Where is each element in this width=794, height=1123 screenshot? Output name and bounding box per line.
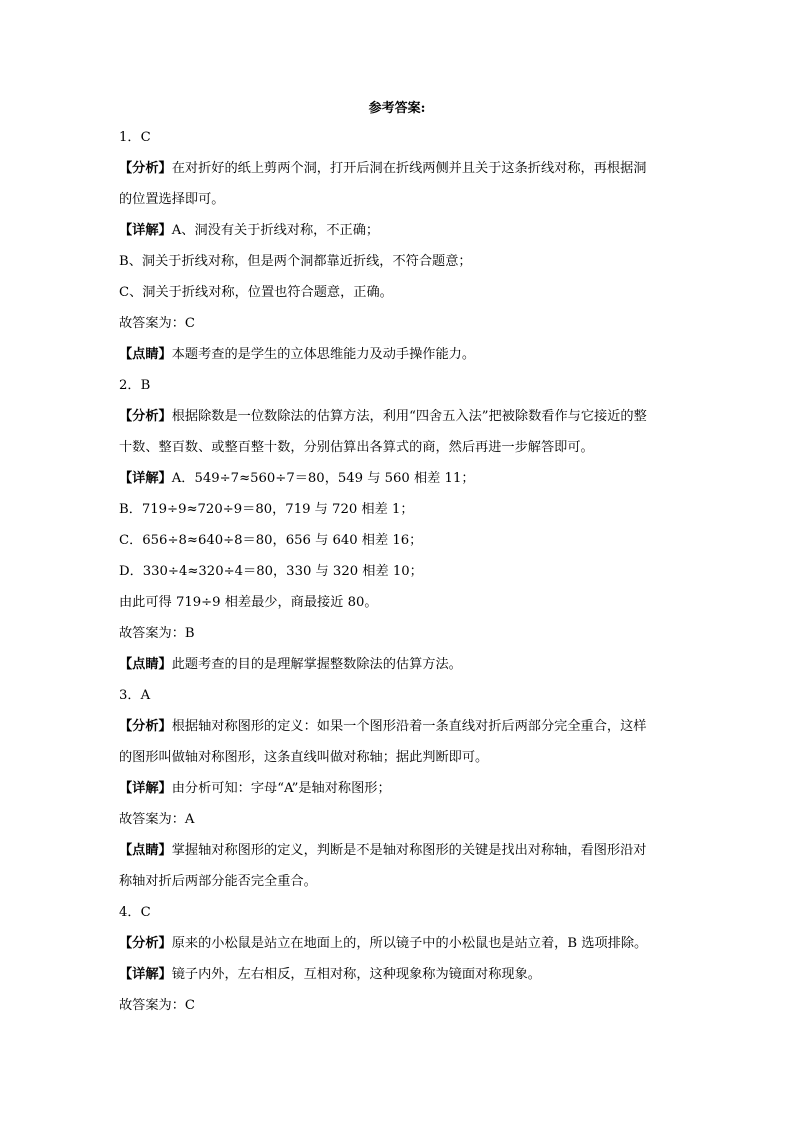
line-text: 此题考查的目的是理解掌握整数除法的估算方法。 bbox=[171, 657, 462, 672]
line-text: 故答案为：B bbox=[119, 626, 195, 641]
text-line bbox=[119, 587, 679, 618]
line-text: 十数、整百数、或整百整十数，分别估算出各算式的商，然后再进一步解答即可。 bbox=[119, 440, 594, 455]
text-line bbox=[119, 122, 679, 153]
line-text: 由分析可知：字母“A”是轴对称图形； bbox=[171, 781, 391, 796]
section-tag: 【分析】 bbox=[119, 409, 172, 424]
line-text: 4．C bbox=[119, 905, 151, 920]
text-line bbox=[119, 308, 679, 339]
line-text: 原来的小松鼠是站立在地面上的，所以镜子中的小松鼠也是站立着，B 选项排除。 bbox=[171, 936, 648, 951]
line-text: 的图形叫做轴对称图形，这条直线叫做对称轴；据此判断即可。 bbox=[119, 750, 489, 765]
text-line bbox=[119, 742, 679, 773]
line-text: 根据除数是一位数除法的估算方法，利用“四舍五入法”把被除数看作与它接近的整 bbox=[171, 409, 647, 424]
section-tag: 【详解】 bbox=[119, 967, 172, 982]
line-text: 故答案为：C bbox=[119, 998, 196, 1013]
section-tag: 【点睛】 bbox=[119, 657, 172, 672]
text-line bbox=[119, 866, 679, 897]
text-line bbox=[119, 680, 679, 711]
line-text: 故答案为：C bbox=[119, 316, 196, 331]
text-line bbox=[119, 618, 679, 649]
text-line bbox=[119, 711, 679, 742]
section-tag: 【分析】 bbox=[119, 719, 172, 734]
section-tag: 【分析】 bbox=[119, 936, 172, 951]
text-line bbox=[119, 432, 679, 463]
text-line bbox=[119, 339, 679, 370]
line-text: 本题考查的是学生的立体思维能力及动手操作能力。 bbox=[171, 347, 476, 362]
text-line bbox=[119, 897, 679, 928]
answer-content bbox=[119, 122, 679, 1021]
text-line bbox=[119, 959, 679, 990]
line-text: 1．C bbox=[119, 130, 151, 145]
line-text: 的位置选择即可。 bbox=[119, 192, 225, 207]
section-tag: 【分析】 bbox=[119, 161, 172, 176]
section-tag: 【详解】 bbox=[119, 781, 172, 796]
text-line bbox=[119, 525, 679, 556]
line-text: B、洞关于折线对称，但是两个洞都靠近折线，不符合题意； bbox=[119, 254, 472, 269]
line-text: 由此可得 719÷9 相差最少，商最接近 80。 bbox=[119, 595, 378, 610]
text-line bbox=[119, 649, 679, 680]
text-line bbox=[119, 556, 679, 587]
text-line bbox=[119, 835, 679, 866]
line-text: B．719÷9≈720÷9＝80，719 与 720 相差 1； bbox=[119, 502, 414, 517]
line-text: 2．B bbox=[119, 378, 151, 393]
line-text: 3．A bbox=[119, 688, 151, 703]
text-line bbox=[119, 804, 679, 835]
line-text: A、洞没有关于折线对称，不正确； bbox=[171, 223, 380, 238]
line-text: 掌握轴对称图形的定义，判断是不是轴对称图形的关键是找出对称轴，看图形沿对 bbox=[171, 843, 647, 858]
section-tag: 【详解】 bbox=[119, 223, 172, 238]
line-text: 在对折好的纸上剪两个洞，打开后洞在折线两侧并且关于这条折线对称，再根据洞 bbox=[171, 161, 647, 176]
text-line bbox=[119, 494, 679, 525]
section-tag: 【点睛】 bbox=[119, 347, 172, 362]
page-title: 参考答案: bbox=[368, 101, 426, 116]
line-text: 故答案为：A bbox=[119, 812, 195, 827]
line-text: 镜子内外，左右相反，互相对称，这种现象称为镜面对称现象。 bbox=[171, 967, 541, 982]
section-tag: 【点睛】 bbox=[119, 843, 172, 858]
text-line bbox=[119, 463, 679, 494]
text-line bbox=[119, 370, 679, 401]
line-text: A．549÷7≈560÷7＝80，549 与 560 相差 11； bbox=[171, 471, 475, 486]
text-line bbox=[119, 773, 679, 804]
line-text: 称轴对折后两部分能否完全重合。 bbox=[119, 874, 317, 889]
line-text: D．330÷4≈320÷4＝80，330 与 320 相差 10； bbox=[119, 564, 423, 579]
line-text: C、洞关于折线对称，位置也符合题意，正确。 bbox=[119, 285, 393, 300]
text-line bbox=[119, 277, 679, 308]
text-line bbox=[119, 184, 679, 215]
section-tag: 【详解】 bbox=[119, 471, 172, 486]
text-line bbox=[119, 401, 679, 432]
text-line bbox=[119, 246, 679, 277]
line-text: C．656÷8≈640÷8＝80，656 与 640 相差 16； bbox=[119, 533, 423, 548]
text-line bbox=[119, 928, 679, 959]
text-line bbox=[119, 215, 679, 246]
text-line bbox=[119, 990, 679, 1021]
line-text: 根据轴对称图形的定义：如果一个图形沿着一条直线对折后两部分完全重合，这样 bbox=[171, 719, 647, 734]
text-line bbox=[119, 153, 679, 184]
